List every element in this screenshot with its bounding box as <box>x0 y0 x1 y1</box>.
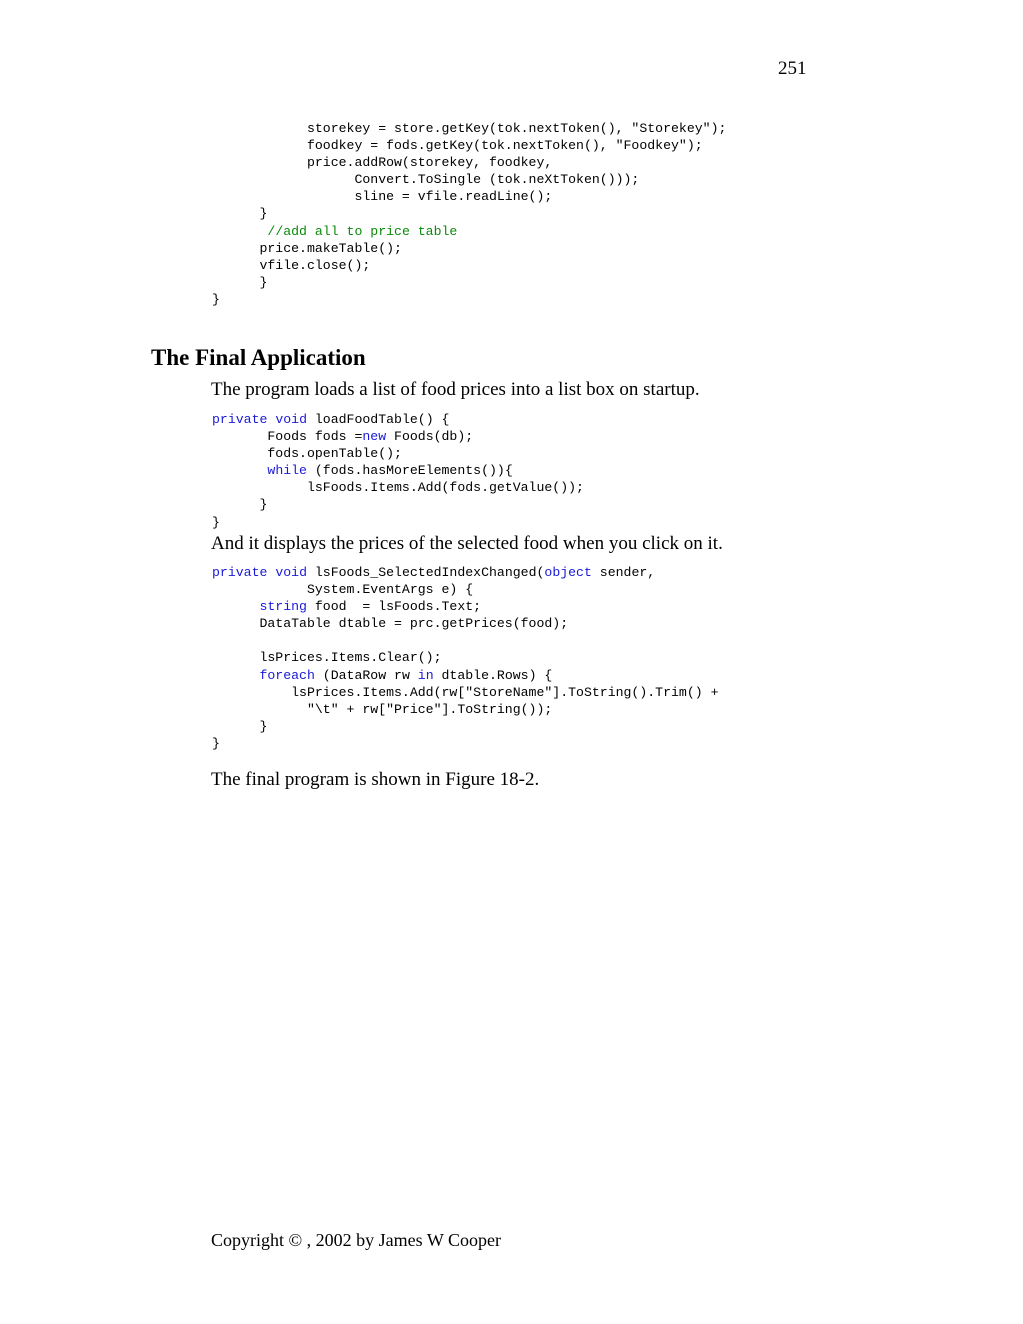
code-line <box>212 515 220 530</box>
code-line <box>212 258 370 273</box>
code-line <box>212 206 267 221</box>
section-heading: The Final Application <box>151 345 366 370</box>
code-text: } <box>212 206 268 222</box>
code-line <box>212 719 267 734</box>
code-text: sender, <box>591 565 656 580</box>
code-text: } <box>212 497 268 513</box>
code-keyword: while <box>267 463 307 479</box>
code-text: dtable.Rows) { <box>433 667 553 683</box>
code-line <box>212 446 402 461</box>
code-block-price-table <box>212 120 726 308</box>
code-line <box>212 189 552 204</box>
code-line <box>212 292 220 307</box>
code-text: } <box>212 718 268 734</box>
code-line <box>212 582 473 597</box>
code-text: lsFoods.Items.Add(fods.getValue()); <box>212 480 584 496</box>
code-text: DataTable dtable = prc.getPrices(food); <box>212 616 569 632</box>
paragraph-final-program: The final program is shown in Figure 18-2. <box>211 769 540 790</box>
code-text: foodkey = fods.getKey(tok.nextToken(), "Foodkey"); <box>212 138 703 154</box>
code-text: food = lsFoods.Text; <box>306 599 482 615</box>
code-line <box>212 275 267 290</box>
code-text <box>212 463 267 478</box>
code-text: } <box>212 514 220 530</box>
code-keyword: string <box>259 599 307 615</box>
code-text: "\t" + rw["Price"].ToString()); <box>212 701 553 717</box>
code-keyword: private <box>212 565 268 580</box>
code-text: (fods.hasMoreElements()){ <box>306 463 513 479</box>
code-keyword: void <box>275 412 307 427</box>
code-line <box>212 650 442 665</box>
code-text: price.addRow(storekey, foodkey, <box>212 155 553 171</box>
code-keyword: private <box>212 412 268 427</box>
code-text: lsFoods_SelectedIndexChanged( <box>306 565 545 580</box>
code-line <box>212 412 449 427</box>
code-line <box>212 121 726 136</box>
code-line <box>212 599 481 614</box>
code-keyword: object <box>544 565 592 580</box>
paragraph-load-food: The program loads a list of food prices into a list box on startup. <box>211 379 700 400</box>
code-block-load-food-table <box>212 411 584 531</box>
code-text: System.EventArgs e) { <box>212 582 474 598</box>
code-text: loadFoodTable() { <box>306 412 450 427</box>
code-line <box>212 736 220 751</box>
code-line <box>212 565 655 580</box>
code-keyword: in <box>417 667 434 683</box>
code-line <box>212 463 513 478</box>
code-text: vfile.close(); <box>212 257 371 273</box>
code-text <box>212 668 259 683</box>
code-keyword: void <box>275 565 307 580</box>
code-line <box>212 497 267 512</box>
code-text: } <box>212 735 220 751</box>
code-text: } <box>212 291 220 307</box>
code-text <box>212 224 267 239</box>
code-text: lsPrices.Items.Clear(); <box>212 650 442 666</box>
code-line <box>212 429 473 444</box>
code-comment: //add all to price table <box>267 223 458 239</box>
code-text: price.makeTable(); <box>212 240 402 256</box>
paragraph-display-prices: And it displays the prices of the selected food when you click on it. <box>211 533 723 554</box>
code-text: Foods(db); <box>386 429 474 445</box>
code-text: storekey = store.getKey(tok.nextToken(), "Storekey"); <box>212 121 727 136</box>
code-line <box>212 138 703 153</box>
code-text <box>212 599 259 614</box>
code-text: sline = vfile.readLine(); <box>212 189 553 205</box>
code-text: (DataRow rw <box>314 667 418 683</box>
code-line <box>212 668 552 683</box>
code-text: Foods fods = <box>212 429 363 445</box>
code-line <box>212 155 552 170</box>
code-keyword: foreach <box>259 667 315 683</box>
copyright-footer: Copyright © , 2002 by James W Cooper <box>211 1230 501 1250</box>
code-block-selected-index-changed <box>212 564 718 752</box>
code-line <box>212 480 584 495</box>
code-line <box>212 172 639 187</box>
code-text: fods.openTable(); <box>212 446 402 462</box>
code-line <box>212 616 568 631</box>
code-text: } <box>212 274 268 290</box>
page-number: 251 <box>778 58 807 79</box>
code-keyword: new <box>362 429 387 445</box>
code-line <box>212 241 402 256</box>
code-line <box>212 702 552 717</box>
code-line <box>212 224 457 239</box>
code-text: Convert.ToSingle (tok.neXtToken())); <box>212 172 640 188</box>
code-text: lsPrices.Items.Add(rw["StoreName"].ToString().Trim() + <box>212 684 719 700</box>
code-line <box>212 685 718 700</box>
